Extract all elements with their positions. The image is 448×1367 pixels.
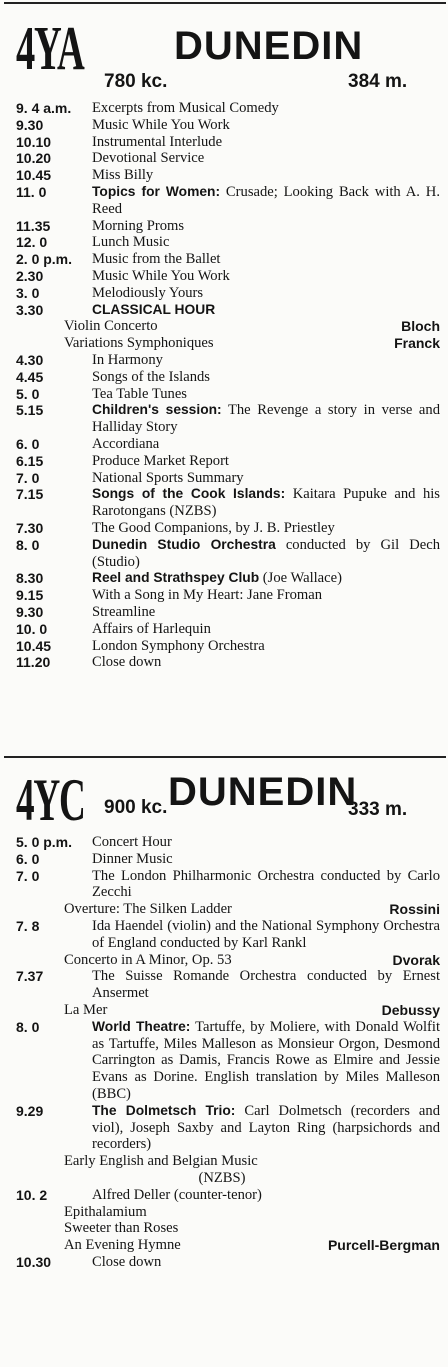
programme-text: Dinner Music (92, 850, 173, 867)
programme-description (92, 184, 440, 218)
programme-description (92, 654, 440, 671)
programme-time: 8. 0 (16, 536, 40, 553)
station-frequency: 780 kc. (104, 71, 168, 92)
programme-time: 10. 2 (16, 1186, 48, 1203)
programme-time: 6. 0 (16, 435, 40, 452)
programme-title: Dunedin Studio Orchestra (92, 536, 276, 552)
programme-description (92, 604, 440, 621)
programme-description (92, 167, 440, 184)
programme-text: Excerpts from Musical Comedy (92, 100, 279, 116)
programme-work (64, 952, 440, 969)
programme-item (4, 520, 446, 537)
work-title: La Mer (64, 1001, 108, 1018)
programme-text: Produce Market Report (92, 452, 229, 469)
programme-item (4, 386, 446, 403)
programme-item (4, 117, 446, 134)
station-city: DUNEDIN (168, 770, 358, 814)
programme-item (4, 352, 446, 369)
programme-description (92, 218, 440, 235)
programme-item (4, 218, 446, 235)
programme-description (92, 537, 440, 571)
programme-description (92, 150, 440, 167)
programme-item (4, 167, 446, 184)
section-divider (4, 756, 446, 758)
programme-item (4, 436, 446, 453)
programme-item (4, 268, 446, 285)
programme-description (92, 436, 440, 453)
programme-title: The Dolmetsch Trio: (92, 1102, 236, 1118)
programme-item (4, 868, 446, 902)
programme-title: Children's session: (92, 402, 222, 418)
programme-text: Concert Hour (92, 834, 172, 850)
programme-time: 9. 4 a.m. (16, 100, 72, 116)
programme-work (64, 901, 440, 918)
programme-work (64, 1204, 440, 1221)
programme-title: Topics for Women: (92, 183, 221, 199)
programme-time: 7. 0 (16, 867, 40, 884)
programme-text: London Symphony Orchestra (92, 637, 265, 654)
programme-item (4, 968, 446, 1002)
programme-title: Songs of the Cook Islands: (92, 486, 286, 502)
work-title: Sweeter than Roses (64, 1220, 179, 1237)
programme-item (4, 570, 446, 587)
programme-text: Affairs of Harlequin (92, 620, 211, 637)
programme-item (4, 402, 446, 436)
programme-time: 10.10 (16, 133, 52, 150)
programme-time: 6. 0 (16, 850, 40, 867)
work-title: Violin Concerto (64, 318, 158, 335)
station-wavelength: 384 m. (348, 71, 408, 92)
work-composer: Franck (394, 335, 440, 352)
programme-item (4, 234, 446, 251)
programme-text: conducted by Gil Dech (Studio) (92, 536, 440, 570)
programme-text: Close down (92, 1253, 162, 1270)
programme-text: Miss Billy (92, 167, 154, 184)
programme-description (92, 268, 440, 285)
programme-text: Devotional Service (92, 150, 205, 167)
station-4ya (4, 15, 446, 671)
programme-text: The Good Companions, by J. B. Priestley (92, 519, 335, 536)
work-composer: Debussy (381, 1001, 440, 1018)
programme-description (92, 1019, 440, 1103)
programme-item (4, 134, 446, 151)
programme-description (92, 587, 440, 604)
programme-work (64, 1002, 440, 1019)
programme-time: 3. 0 (16, 284, 40, 301)
programme-time: 4.30 (16, 351, 44, 368)
programme-description (92, 968, 440, 1002)
programme-time: 8. 0 (16, 1018, 40, 1035)
programme-description (92, 302, 440, 319)
station-4yc (4, 767, 446, 1270)
programme-text: With a Song in My Heart: Jane Froman (92, 587, 323, 604)
programme-time: 10.45 (16, 637, 52, 654)
programme-item (4, 470, 446, 487)
programme-text: Ida Haendel (violin) and the National Symphony Orchestra of England conducted by Karl Rankl (92, 917, 440, 951)
programme-text: Songs of the Islands (92, 368, 210, 385)
work-title: Variations Symphoniques (64, 335, 214, 352)
programme-description (92, 1187, 440, 1204)
programme-item (4, 285, 446, 302)
programme-time: 11. 0 (16, 183, 47, 200)
programme-item (4, 486, 446, 520)
programme-work (64, 318, 440, 335)
programme-item (4, 150, 446, 167)
programme-text: Music While You Work (92, 267, 230, 284)
station-callsign: 4YA (16, 15, 84, 83)
programme-time: 9.29 (16, 1102, 44, 1119)
station-header (4, 16, 446, 108)
station-callsign: 4YC (16, 767, 85, 833)
programme-time: 5.15 (16, 402, 44, 419)
programme-text: Carl Dolmetsch (recorders and viol), Joseph Saxby and Layton Ring (harpsichords and recorders) (92, 1102, 440, 1153)
programme-text: Kaitara Pupuke and his Rarotongans (NZBS) (92, 486, 440, 520)
programme-text: Alfred Deller (counter-tenor) (92, 1186, 262, 1203)
programme-time: 10. 0 (16, 620, 48, 637)
programme-description (92, 386, 440, 403)
programme-description (92, 234, 440, 251)
station-city: DUNEDIN (174, 24, 364, 68)
programme-description (92, 570, 440, 587)
programme-item (4, 1103, 446, 1153)
programme-item (4, 638, 446, 655)
programme-item (4, 302, 446, 319)
work-composer: Dvorak (392, 951, 440, 968)
programme-time: 9.15 (16, 587, 44, 604)
programme-work (64, 1153, 440, 1170)
programme-item (4, 851, 446, 868)
programme-time: 3.30 (16, 301, 44, 318)
programme-list (4, 834, 446, 1271)
programme-description (92, 1103, 440, 1153)
programme-text: Melodiously Yours (92, 284, 204, 301)
programme-time: 4.45 (16, 368, 44, 385)
programme-description (92, 285, 440, 302)
programme-description (92, 100, 440, 117)
programme-time: 2. 0 p.m. (16, 251, 73, 268)
programme-description (92, 117, 440, 134)
programme-time: 2.30 (16, 267, 44, 284)
programme-item (4, 604, 446, 621)
programme-text: Close down (92, 654, 162, 671)
programme-title: Reel and Strathspey Club (92, 570, 260, 586)
programme-text: Music While You Work (92, 116, 230, 133)
programme-item (4, 537, 446, 571)
work-title: An Evening Hymne (64, 1237, 181, 1254)
programme-text: Tea Table Tunes (92, 385, 187, 402)
programme-time: 8.30 (16, 570, 44, 587)
programme-text: Morning Proms (92, 217, 185, 234)
programme-description (92, 369, 440, 386)
programme-item (4, 251, 446, 268)
work-composer: Rossini (389, 901, 440, 918)
programme-text: Accordiana (92, 435, 160, 452)
programme-description (92, 1254, 440, 1271)
programme-item (4, 587, 446, 604)
programme-time: 7. 0 (16, 469, 40, 486)
programme-title: CLASSICAL HOUR (92, 301, 216, 317)
programme-item (4, 621, 446, 638)
programme-item (4, 453, 446, 470)
programme-work (64, 1237, 440, 1254)
programme-time: 6.15 (16, 452, 44, 469)
programme-time: 7.15 (16, 486, 44, 503)
programme-credit: (NZBS) (198, 1169, 246, 1186)
programme-time: 11.35 (16, 217, 51, 234)
programme-description (92, 868, 440, 902)
programme-text: Instrumental Interlude (92, 133, 223, 150)
programme-text: Crusade; Looking Back with A. H. Reed (92, 183, 440, 217)
programme-item (4, 369, 446, 386)
programme-time: 5. 0 (16, 385, 40, 402)
programme-description (92, 520, 440, 537)
programme-text: Tartuffe, by Moliere, with Donald Wolfit as Tartuffe, Miles Malleson as Monsieur Orgon, Desmond Carrington as Damis, Francis Rowe as Elmire and Jessie Evans as Dorine. English translation by Miles Malleson (BBC) (92, 1018, 440, 1102)
programme-description (92, 402, 440, 436)
programme-description (92, 251, 440, 268)
programme-description (92, 621, 440, 638)
programme-time: 7.37 (16, 968, 44, 985)
work-composer: Purcell-Bergman (327, 1237, 440, 1254)
programme-time: 11.20 (16, 654, 51, 671)
station-frequency: 900 kc. (104, 797, 168, 818)
programme-description (92, 453, 440, 470)
programme-description (92, 486, 440, 520)
programme-work (64, 335, 440, 352)
programme-text: Music from the Ballet (92, 251, 221, 268)
programme-text: The London Philharmonic Orchestra conducted by Carlo Zecchi (92, 867, 440, 901)
programme-item (4, 918, 446, 952)
top-rule (4, 2, 446, 4)
programme-text: National Sports Summary (92, 469, 244, 486)
programme-time: 5. 0 p.m. (16, 834, 73, 850)
programme-item (4, 834, 446, 851)
programme-item (4, 184, 446, 218)
programme-title: World Theatre: (92, 1018, 191, 1034)
programme-time: 10.30 (16, 1253, 52, 1270)
programme-text: Streamline (92, 603, 156, 620)
work-title: Concerto in A Minor, Op. 53 (64, 951, 232, 968)
programme-text: Lunch Music (92, 234, 170, 251)
programme-description (92, 352, 440, 369)
programme-description (92, 470, 440, 487)
programme-time: 9.30 (16, 603, 44, 620)
programme-description (92, 134, 440, 151)
programme-text: The Revenge a story in verse and Halliday Story (92, 402, 440, 436)
work-title: Overture: The Silken Ladder (64, 901, 232, 918)
programme-text: In Harmony (92, 351, 163, 368)
programme-description (92, 834, 440, 851)
programme-work (64, 1220, 440, 1237)
programme-time: 7. 8 (16, 917, 40, 934)
programme-time: 9.30 (16, 116, 44, 133)
programme-time: 12. 0 (16, 234, 48, 251)
programme-time: 7.30 (16, 519, 44, 536)
programme-list (4, 100, 446, 671)
programme-item (4, 1187, 446, 1204)
work-composer: Bloch (401, 318, 440, 335)
programme-text: The Suisse Romande Orchestra conducted by Ernest Ansermet (92, 968, 440, 1002)
programme-item (4, 100, 446, 117)
work-title: Early English and Belgian Music (64, 1153, 258, 1170)
programme-item (4, 654, 446, 671)
programme-time: 10.20 (16, 150, 52, 167)
programme-description (92, 918, 440, 952)
programme-item (4, 1019, 446, 1103)
station-wavelength: 333 m. (348, 799, 408, 820)
work-title: Epithalamium (64, 1203, 147, 1220)
programme-text: (Joe Wallace) (262, 570, 342, 587)
programme-description (92, 851, 440, 868)
programme-time: 10.45 (16, 167, 52, 184)
programme-description (92, 638, 440, 655)
programme-item (4, 1254, 446, 1271)
